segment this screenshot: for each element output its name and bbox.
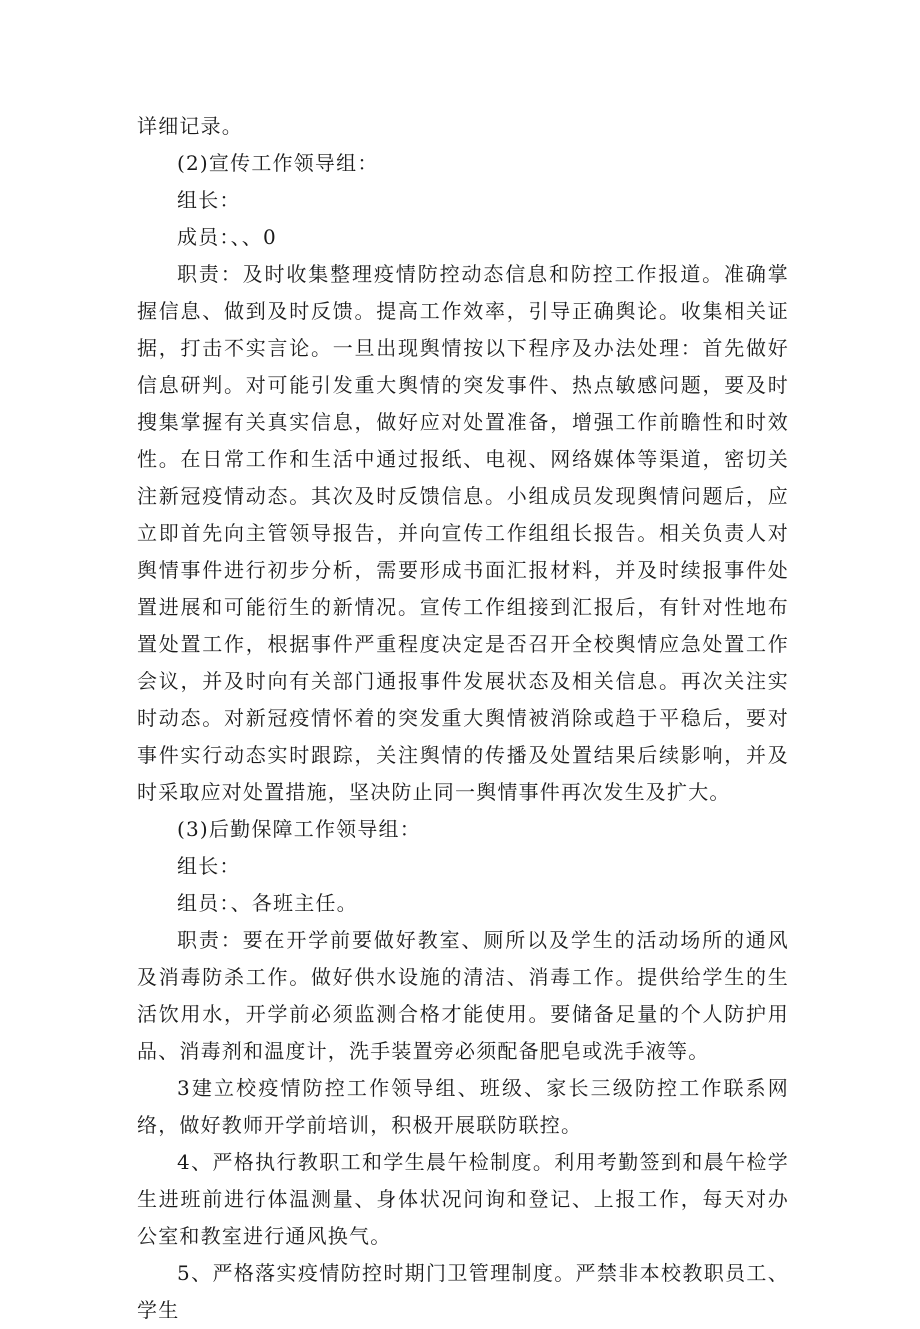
item-5-gate-management: 5、严格落实疫情防控时期门卫管理制度。严禁非本校教职员工、学生 [137, 1261, 789, 1322]
publicity-group-members: 成员：、、0 [177, 225, 277, 249]
heading-logistics-group: (3)后勤保障工作领导组： [177, 817, 421, 841]
logistics-group-duties: 职责：要在开学前要做好教室、厕所以及学生的活动场所的通风及消毒防杀工作。做好供水设施的清洁、消毒工作。提供给学生的生活饮用水，开学前必须监测合格才能使用。要储备足量的个人防护用品、消毒剂和温度计，洗手装置旁必须配备肥皂或洗手液等。 [137, 928, 789, 1063]
paragraph-record-note: 详细记录。 [137, 114, 243, 138]
publicity-group-duties: 职责：及时收集整理疫情防控动态信息和防控工作报道。准确掌握信息、做到及时反馈。提高工作效率，引导正确舆论。收集相关证据，打击不实言论。一旦出现舆情按以下程序及办法处理：首先做好信息研判。对可能引发重大舆情的突发事件、热点敏感问题，要及时搜集掌握有关真实信息，做好应对处置准备，增强工作前瞻性和时效性。在日常工作和生活中通过报纸、电视、网络媒体等渠道，密切关注新冠疫情动态。其次及时反馈信息。小组成员发现舆情问题后，应立即首先向主管领导报告，并向宣传工作组组长报告。相关负责人对舆情事件进行初步分析，需要形成书面汇报材料，并及时续报事件处置进展和可能衍生的新情况。宣传工作组接到汇报后，有针对性地布置处置工作，根据事件严重程度决定是否召开全校舆情应急处置工作会议，并及时向有关部门通报事件发展状态及相关信息。再次关注实时动态。对新冠疫情怀着的突发重大舆情被消除或趋于平稳后，要对事件实行动态实时跟踪，关注舆情的传播及处置结果后续影响，并及时采取应对处置措施，坚决防止同一舆情事件再次发生及扩大。 [137, 262, 789, 804]
logistics-group-members: 组员：、各班主任。 [177, 891, 358, 915]
heading-publicity-group: (2)宣传工作领导组： [177, 151, 379, 175]
item-4-health-check: 4、严格执行教职工和学生晨午检制度。利用考勤签到和晨午检学生进班前进行体温测量、身体状况问询和登记、上报工作，每天对办公室和教室进行通风换气。 [137, 1150, 789, 1248]
publicity-group-leader: 组长： [177, 188, 241, 212]
logistics-group-leader: 组长： [177, 854, 241, 878]
document-page [137, 108, 789, 1329]
item-3-network: 3建立校疫情防控工作领导组、班级、家长三级防控工作联系网络，做好教师开学前培训，积极开展联防联控。 [137, 1076, 789, 1137]
